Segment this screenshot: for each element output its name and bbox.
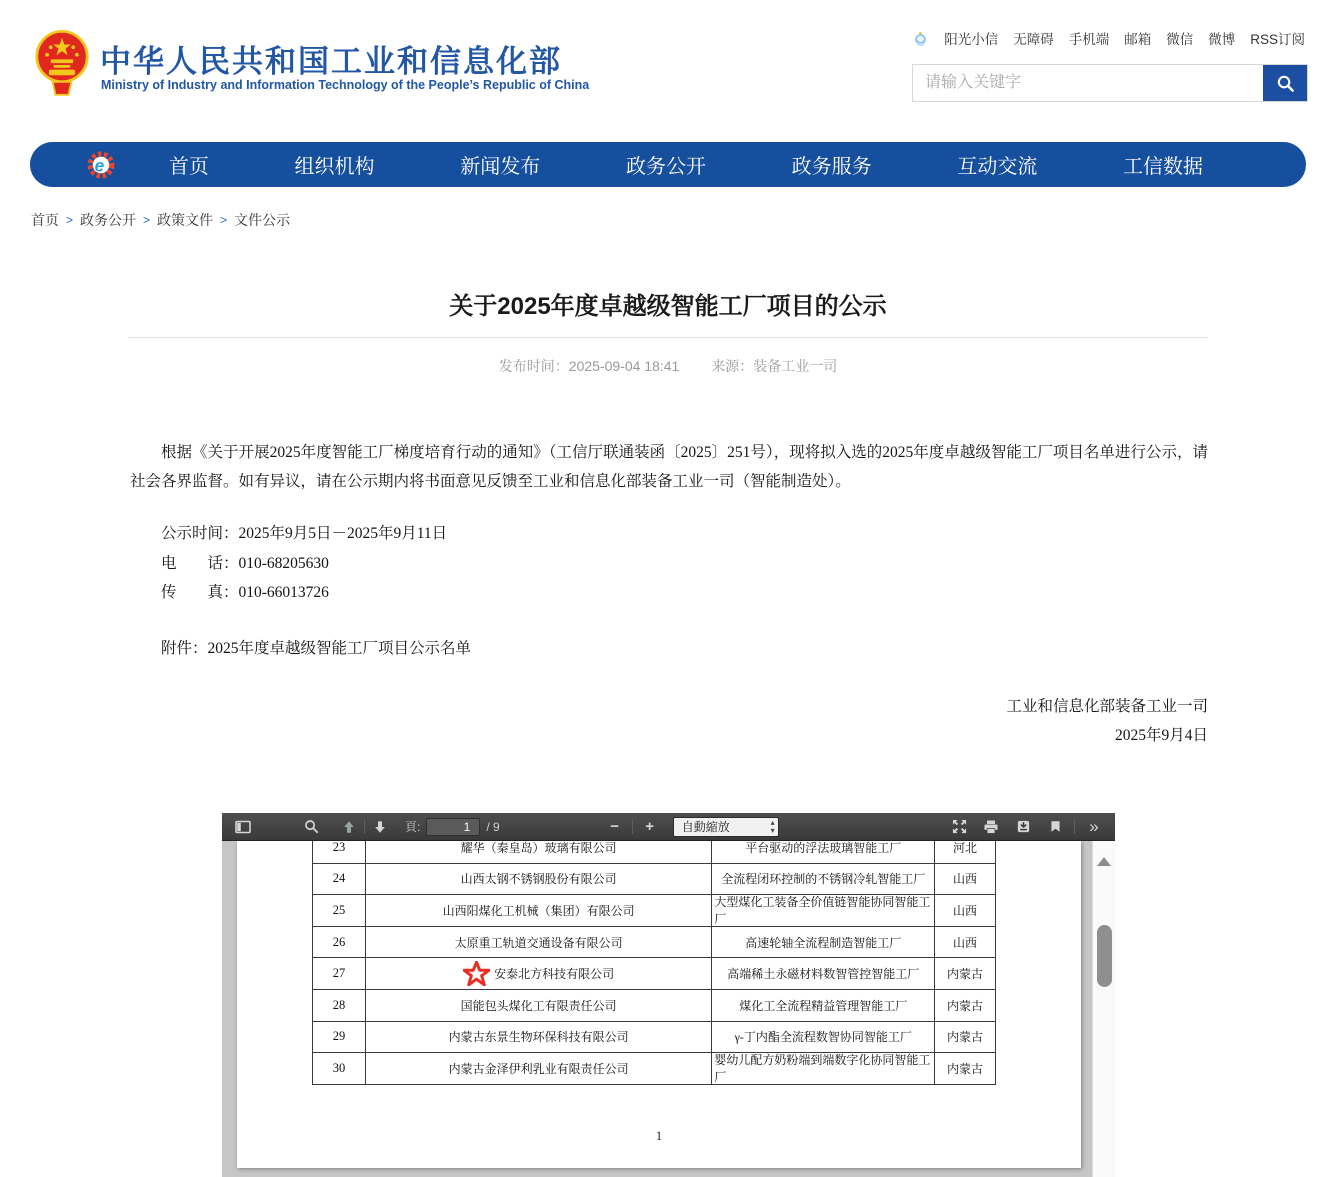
nav-item[interactable]: 政务服务 [791, 156, 872, 178]
cell-number: 30 [313, 1053, 366, 1085]
cell-company [366, 841, 712, 864]
cell-province: 山西 [935, 864, 996, 896]
company-name: 内蒙古东景生物环保科技有限公司 [448, 1030, 629, 1045]
zoom-out-icon[interactable]: − [604, 816, 626, 838]
nav-item[interactable]: 政务公开 [625, 156, 706, 178]
article-meta [128, 356, 1208, 376]
site-subtitle: Ministry of Industry and Information Technology of the People’s Republic of China [101, 78, 590, 92]
article-paragraph: 根据《关于开展2025年度智能工厂梯度培育行动的通知》（工信厅联通装函〔2025〕251号），现将拟入选的2025年度卓越级智能工厂项目名单进行公示，请社会各界监督。如有异议，请在公示期内将书面意见反馈至工业和信息化部装备工业一司（智能制造处）。 [130, 444, 1208, 490]
breadcrumb [31, 210, 290, 230]
sidebar-toggle-icon[interactable] [232, 816, 254, 838]
header-quick-links [912, 28, 1305, 48]
header-quick-link[interactable]: 手机端 [1068, 32, 1110, 47]
cell-company [366, 927, 712, 959]
cell-number: 28 [313, 990, 366, 1022]
table-row [313, 895, 996, 927]
signature-date: 2025年9月4日 [1114, 726, 1208, 744]
table-row [313, 927, 996, 959]
page-label: 頁: [405, 820, 421, 834]
header-quick-link[interactable]: 微信 [1166, 32, 1194, 47]
cell-project: 平台驱动的浮法玻璃智能工厂 [712, 841, 935, 864]
select-spinner-icon: ▴ ▾ [770, 817, 775, 835]
cell-company [366, 1022, 712, 1054]
article-info-lines [130, 519, 1208, 608]
nav-item[interactable]: 互动交流 [957, 156, 1038, 178]
zoom-mode-select[interactable] [673, 817, 779, 837]
header-quick-link[interactable]: 邮箱 [1124, 32, 1152, 47]
cell-province: 山西 [935, 927, 996, 959]
site-search [912, 64, 1308, 102]
cell-province: 内蒙古 [935, 958, 996, 990]
svg-text:e: e [94, 154, 105, 175]
table-row [313, 864, 996, 896]
cell-project: 婴幼儿配方奶粉端到端数字化协同智能工厂 [712, 1053, 935, 1085]
cell-number: 24 [313, 864, 366, 896]
header-quick-link[interactable]: 阳光小信 [944, 32, 999, 47]
article-info-line: 公示时间：2025年9月5日－2025年9月11日 [161, 525, 448, 542]
cell-company [366, 958, 712, 990]
nav-item[interactable]: 新闻发布 [460, 156, 541, 178]
main-nav [30, 142, 1306, 187]
title-divider [128, 337, 1208, 338]
publish-time: 发布时间：2025-09-04 18:41 [498, 358, 680, 374]
table-row [313, 841, 996, 864]
pdf-page [237, 841, 1081, 1168]
cell-number: 26 [313, 927, 366, 959]
download-icon[interactable] [1012, 816, 1034, 838]
cell-company [366, 864, 712, 896]
breadcrumb-separator: > [143, 213, 151, 227]
cell-project: 煤化工全流程精益管理智能工厂 [712, 990, 935, 1022]
company-name: 安泰北方科技有限公司 [494, 967, 615, 982]
table-row [313, 1053, 996, 1085]
star-icon [463, 961, 490, 986]
breadcrumb-link[interactable]: 政策文件 [157, 212, 214, 228]
company-name: 山西太钢不锈钢股份有限公司 [460, 872, 617, 887]
cell-province: 河北 [935, 841, 996, 864]
print-icon[interactable] [980, 816, 1002, 838]
page-total: / 9 [486, 819, 500, 834]
miit-gear-e-icon [86, 150, 116, 180]
cell-project: 大型煤化工装备全价值链智能协同智能工厂 [712, 895, 935, 927]
breadcrumb-link[interactable]: 政务公开 [80, 212, 137, 228]
cell-project: 全流程闭环控制的不锈钢冷轧智能工厂 [712, 864, 935, 896]
company-name: 山西阳煤化工机械（集团）有限公司 [442, 903, 635, 918]
cell-province: 内蒙古 [935, 1053, 996, 1085]
cell-number: 25 [313, 895, 366, 927]
header-quick-link[interactable]: RSS订阅 [1250, 32, 1305, 47]
breadcrumb-link[interactable]: 首页 [31, 212, 59, 228]
site-title: 中华人民共和国工业和信息化部 [100, 44, 562, 79]
company-name: 国能包头煤化工有限责任公司 [460, 998, 617, 1013]
table-row [313, 958, 996, 990]
cell-province: 内蒙古 [935, 990, 996, 1022]
cell-number: 27 [313, 958, 366, 990]
company-name: 内蒙古金泽伊利乳业有限责任公司 [448, 1061, 629, 1076]
cell-company [366, 895, 712, 927]
zoom-in-icon[interactable]: + [639, 816, 661, 838]
article-info-line: 传 真：010-66013726 [161, 584, 329, 601]
source: 来源：装备工业一司 [711, 358, 838, 374]
cell-project: 高速轮轴全流程制造智能工厂 [712, 927, 935, 959]
pdf-scrollbar[interactable] [1092, 841, 1115, 1177]
more-tools-icon[interactable]: » [1083, 816, 1105, 838]
company-name: 太原重工轨道交通设备有限公司 [454, 935, 623, 950]
pdf-table [312, 841, 996, 1085]
cell-province: 山西 [935, 895, 996, 927]
scroll-up-icon[interactable] [1097, 857, 1111, 866]
table-row [313, 1022, 996, 1054]
presentation-mode-icon[interactable] [948, 816, 970, 838]
search-button[interactable] [1263, 65, 1307, 101]
page-up-icon[interactable] [338, 816, 360, 838]
breadcrumb-separator: > [220, 213, 228, 227]
cell-number: 23 [313, 841, 366, 864]
signature-department: 工业和信息化部装备工业一司 [1006, 697, 1208, 715]
cell-company [366, 1053, 712, 1085]
scrollbar-thumb[interactable] [1097, 925, 1112, 987]
pdf-page-number: 1 [655, 1128, 663, 1143]
cell-province: 内蒙古 [935, 1022, 996, 1054]
page-title: 关于2025年度卓越级智能工厂项目的公示 [449, 293, 887, 320]
header-quick-link[interactable]: 微博 [1208, 32, 1236, 47]
pdf-toolbar [222, 813, 1115, 841]
pdf-body [222, 841, 1115, 1177]
company-name: 耀华（秦皇岛）玻璃有限公司 [460, 841, 617, 855]
cell-project: γ-丁内酯全流程数智协同智能工厂 [712, 1022, 935, 1054]
nav-item[interactable]: 组织机构 [294, 156, 375, 178]
page-down-icon[interactable] [369, 816, 391, 838]
page-number-input[interactable] [426, 818, 480, 836]
breadcrumb-separator: > [66, 213, 74, 227]
nav-items [126, 150, 1246, 179]
national-emblem-logo [34, 28, 90, 102]
article-info-line: 电 话：010-68205630 [161, 554, 329, 572]
xiaoxin-robot-icon [912, 30, 929, 47]
bookmark-icon[interactable] [1044, 816, 1066, 838]
search-input[interactable] [913, 65, 1263, 101]
header-quick-link[interactable]: 无障碍 [1013, 32, 1054, 47]
pdf-search-icon[interactable] [300, 816, 322, 838]
pdf-viewer [222, 813, 1115, 1177]
cell-company [366, 990, 712, 1022]
zoom-mode-value: 自動縮放 [681, 820, 730, 834]
cell-project: 高端稀土永磁材料数智管控智能工厂 [712, 958, 935, 990]
breadcrumb-link[interactable]: 文件公示 [234, 212, 291, 228]
article-body [130, 438, 1208, 750]
table-row [313, 990, 996, 1022]
nav-item[interactable]: 首页 [168, 156, 209, 178]
attachment-link[interactable]: 附件：2025年度卓越级智能工厂项目公示名单 [161, 639, 472, 657]
search-icon [1276, 74, 1295, 93]
cell-number: 29 [313, 1022, 366, 1054]
nav-item[interactable]: 工信数据 [1123, 156, 1204, 178]
